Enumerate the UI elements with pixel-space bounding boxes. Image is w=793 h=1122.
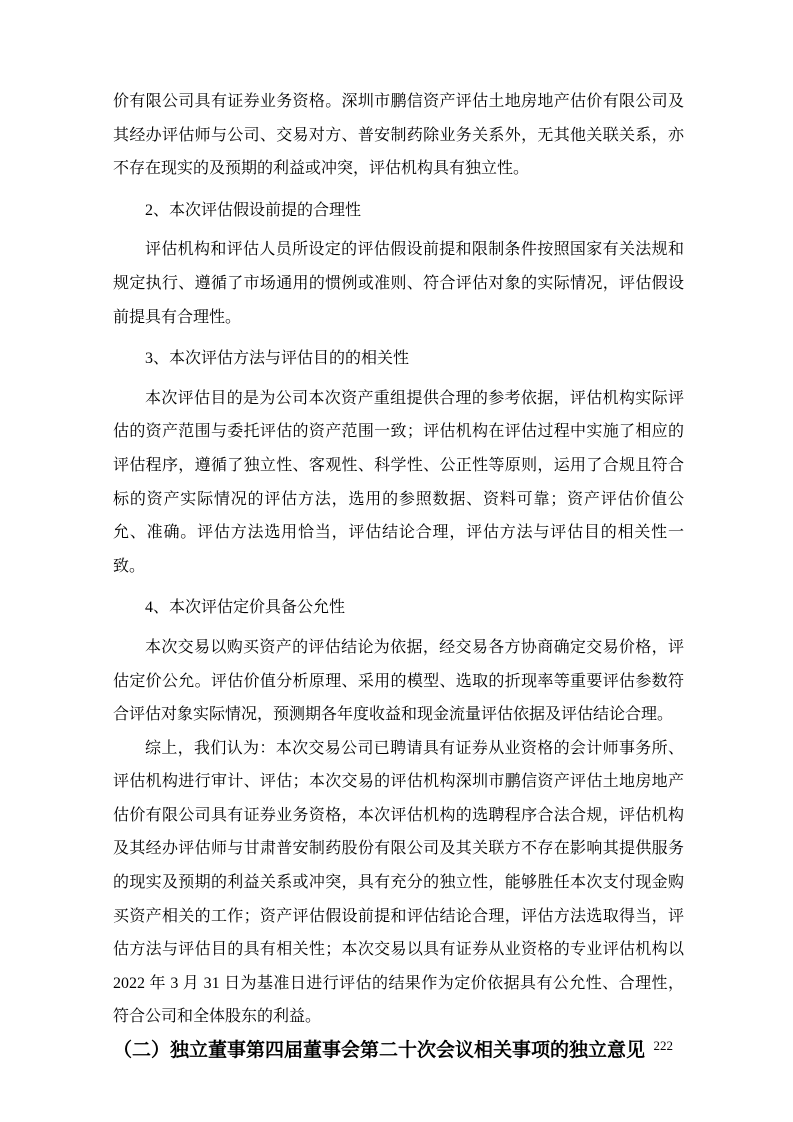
closing-section-heading: （二）独立董事第四届董事会第二十次会议相关事项的独立意见 [113, 1040, 646, 1062]
section-2-heading: 2、本次评估假设前提的合理性 [145, 201, 362, 219]
section-3-paragraph: 本次评估目的是为公司本次资产重组提供合理的参考依据，评估机构实际评估的资产范围与委托评估的资产范围一致；评估机构在评估过程中实施了相应的评估程序，遵循了独立性、客观性、科学性、公正性等原则，运用了合规且符合标的资产实际情况的评估方法，选用的参照数据、资料可靠；资产评估价值公允、准确。评估方法选用恰当，评估结论合理，评估方法与评估目的相关性一致。 [113, 389, 684, 575]
section-3-heading: 3、本次评估方法与评估目的的相关性 [145, 350, 410, 368]
intro-paragraph: 价有限公司具有证券业务资格。深圳市鹏信资产评估土地房地产估价有限公司及其经办评估师与公司、交易对方、普安制药除业务关系外，无其他关联关系，亦不存在现实的及预期的利益或冲突，评估机构具有独立性。 [113, 93, 684, 178]
page-number: 222 [653, 1038, 673, 1053]
conclusion-paragraph: 综上，我们认为：本次交易公司已聘请具有证券从业资格的会计师事务所、评估机构进行审计、评估；本次交易的评估机构深圳市鹏信资产评估土地房地产估价有限公司具有证券业务资格，本次评估机构的选聘程序合法合规，评估机构及其经办评估师与甘肃普安制药股份有限公司及其关联方不存在影响其提供服务的现实及预期的利益关系或冲突，具有充分的独立性，能够胜任本次支付现金购买资产相关的工作；资产评估假设前提和评估结论合理，评估方法选取得当，评估方法与评估目的具有相关性；本次交易以具有证券从业资格的专业评估机构以 2022 年 3 月 31 日为基准日进行评估的结果作为定价依据具有公允性、合理性，符合公司和全体股东的利益。 [113, 739, 684, 1026]
section-4-heading: 4、本次评估定价具备公允性 [145, 599, 346, 617]
section-2-paragraph: 评估机构和评估人员所设定的评估假设前提和限制条件按照国家有关法规和规定执行、遵循了市场通用的惯例或准则、符合评估对象的实际情况，评估假设前提具有合理性。 [113, 241, 684, 326]
section-4-paragraph: 本次交易以购买资产的评估结论为依据，经交易各方协商确定交易价格，评估定价公允。评估价值分析原理、采用的模型、选取的折现率等重要评估参数符合评估对象实际情况，预测期各年度收益和现金流量评估依据及评估结论合理。 [113, 638, 684, 724]
